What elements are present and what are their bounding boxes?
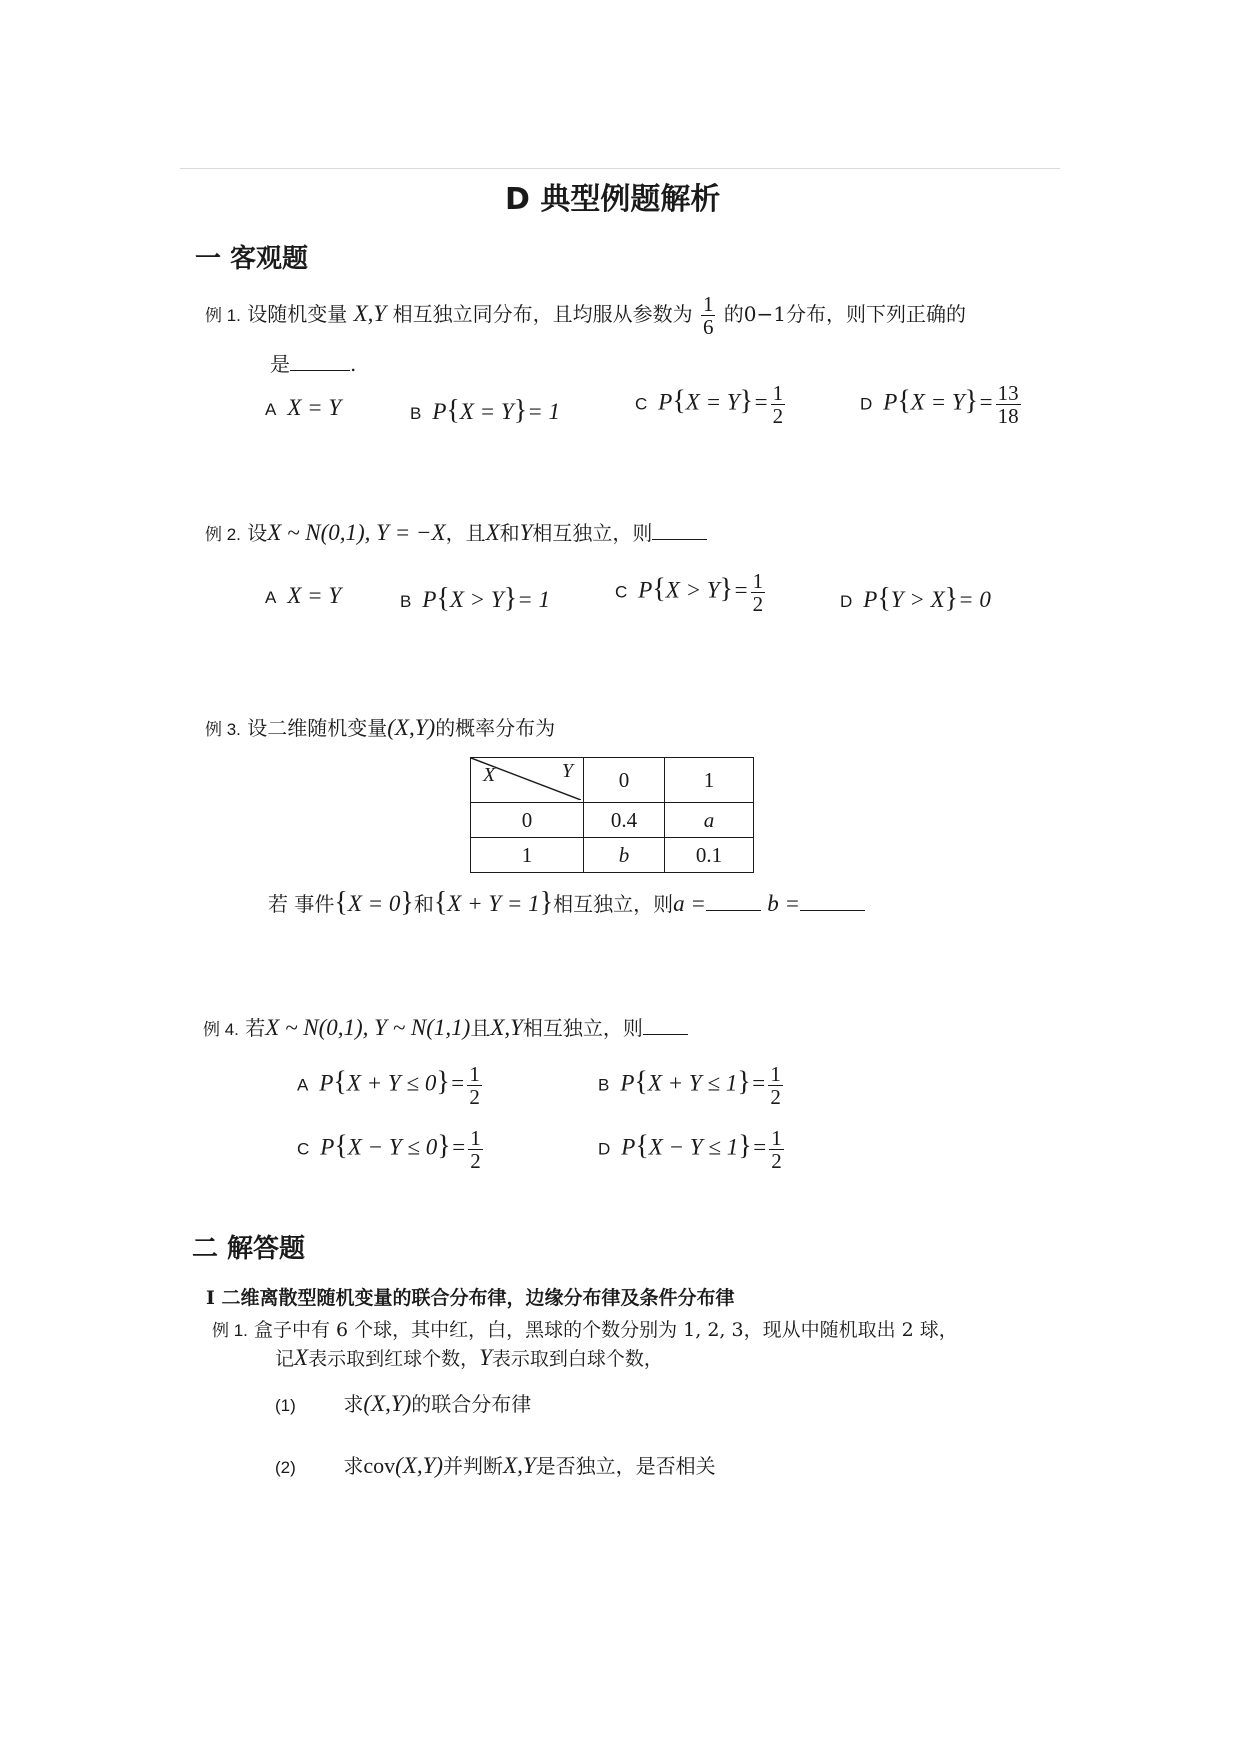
example-4-option-d: D P{X − Y ≤ 1}= $\frac{1}{2}$ [598, 1126, 782, 1174]
example-4-option-c: C P{X − Y ≤ 0}= $\frac{1}{2}$ [297, 1126, 481, 1174]
example-1-continuation: 是 . [270, 352, 357, 376]
example-4-option-b: B P{X + Y ≤ 1}= $\frac{1}{2}$ [598, 1062, 781, 1110]
question-1-line-2: 记X表示取到红球个数，Y表示取到白球个数， [275, 1345, 663, 1370]
table-cell: a [665, 803, 754, 838]
table-cell: 0.1 [665, 838, 754, 873]
question-1-line-1: 例 1. 盒子中有 6 个球，其中红，白，黑球的个数分别为 1, 2, 3，现从中随机取出 2 球， [212, 1319, 958, 1341]
example-4-option-a: A P{X + Y ≤ 0}= $\frac{1}{2}$ [297, 1062, 480, 1110]
example-1-option-c: C P{X = Y}= $\frac{1}{2}$ [635, 381, 784, 429]
answer-blank-b [800, 892, 865, 911]
column-header: 0 [584, 758, 665, 803]
example-1-option-a: A X = Y [265, 395, 342, 420]
column-header: 1 [665, 758, 754, 803]
example-2-option-d: D P{Y > X}= 0 [840, 583, 991, 614]
example-3-condition: 若 事件{X = 0}和{X + Y = 1}相互独立，则a = b = [268, 887, 865, 919]
answer-blank [652, 521, 707, 540]
example-1-question: 例 1. 设随机变量 X,Y 相互独立同分布，且均服从参数为 $\frac{1}{6}$ 的0−1分布，则下列正确的 [205, 292, 967, 340]
subsection-heading: I 二维离散型随机变量的联合分布律，边缘分布律及条件分布律 [206, 1287, 735, 1309]
example-1-option-b: B P{X = Y}= 1 [410, 395, 560, 426]
example-1-option-d: D P{X = Y}= $\frac{13}{18}$ [860, 381, 1019, 429]
table-row [471, 803, 754, 838]
answer-blank [643, 1016, 688, 1035]
row-header: 1 [471, 838, 584, 873]
table-corner-cell: X Y [471, 758, 584, 803]
example-label: 例 4. [203, 1020, 239, 1039]
example-2-option-a: A X = Y [265, 583, 342, 608]
table-cell: b [584, 838, 665, 873]
example-2-option-c: C P{X > Y}= $\frac{1}{2}$ [615, 569, 764, 617]
scan-line [180, 168, 1060, 169]
row-header: 0 [471, 803, 584, 838]
table-cell: 0.4 [584, 803, 665, 838]
fraction: $\frac{1}{6}$ [702, 292, 714, 340]
example-4-question: 例 4. 若X ~ N(0,1), Y ~ N(1,1)且X,Y相互独立，则 [203, 1012, 688, 1041]
answer-blank [290, 352, 350, 371]
question-1-part-2: (2) 求cov(X,Y)并判断X,Y是否独立，是否相关 [275, 1453, 716, 1478]
table-row [471, 838, 754, 873]
example-label: 例 1. [205, 306, 241, 326]
example-label: 例 2. [205, 525, 241, 544]
question-1-part-1: (1) 求(X,Y)的联合分布律 [275, 1391, 532, 1416]
answer-blank-a [706, 892, 761, 911]
example-2-question: 例 2. 设X ~ N(0,1), Y = −X，且X和Y相互独立，则 [205, 517, 707, 546]
example-label: 例 1. [212, 1321, 248, 1340]
section-heading-objective: 一 客观题 [195, 244, 309, 274]
example-2-option-b: B P{X > Y}= 1 [400, 583, 550, 614]
page-title: D 典型例题解析 [505, 182, 721, 217]
example-label: 例 3. [205, 720, 241, 739]
joint-distribution-table [470, 757, 754, 873]
section-heading-solutions: 二 解答题 [192, 1234, 306, 1264]
example-3-question: 例 3. 设二维随机变量(X,Y)的概率分布为 [205, 715, 556, 740]
